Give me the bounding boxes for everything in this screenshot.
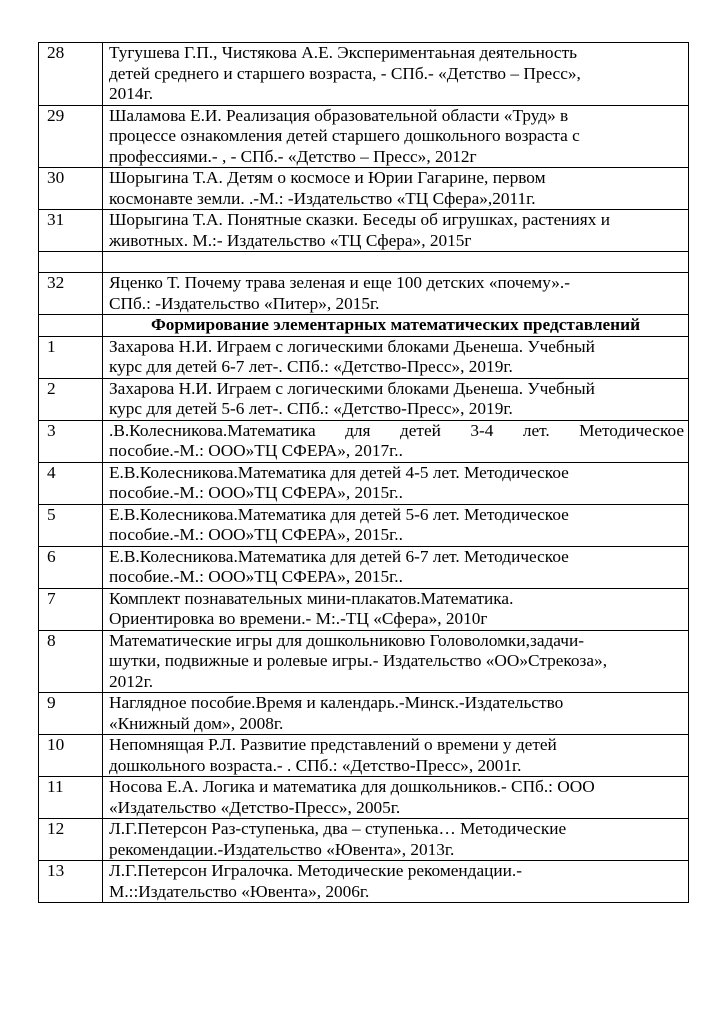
reference-text bbox=[103, 210, 689, 252]
reference-text bbox=[103, 546, 689, 588]
reference-line: животных. М.:- Издательство «ТЦ Сфера», 2015г bbox=[109, 230, 472, 250]
reference-text bbox=[103, 861, 689, 903]
row-number: 10 bbox=[39, 735, 103, 777]
table-row bbox=[39, 210, 689, 252]
reference-line: шутки, подвижные и ролевые игры.- Издательство «ОО»Стрекоза», bbox=[109, 651, 608, 670]
reference-text bbox=[103, 777, 689, 819]
reference-line: дошкольного возраста.- . СПб.: «Детство-Пресс», 2001г. bbox=[109, 755, 522, 775]
reference-text bbox=[103, 504, 689, 546]
reference-line: Тугушева Г.П., Чистякова А.Е. Экспериментаьная деятельность bbox=[109, 43, 578, 62]
row-number: 9 bbox=[39, 693, 103, 735]
row-number: 13 bbox=[39, 861, 103, 903]
row-number: 1 bbox=[39, 336, 103, 378]
reference-line: Л.Г.Петерсон Раз-ступенька, два – ступенька… Методические bbox=[109, 819, 567, 838]
reference-line: 2012г. bbox=[109, 671, 154, 691]
table-row bbox=[39, 462, 689, 504]
reference-line: Наглядное пособие.Время и календарь.-Минск.-Издательство bbox=[109, 693, 564, 712]
row-number: 4 bbox=[39, 462, 103, 504]
reference-line: Ориентировка во времени.- М:.-ТЦ «Сфера», 2010г bbox=[109, 609, 488, 628]
reference-line: М.::Издательство «Ювента», 2006г. bbox=[109, 881, 370, 901]
table-row bbox=[39, 546, 689, 588]
reference-line: 2014г. bbox=[109, 84, 154, 103]
section-spacer-cell bbox=[39, 315, 103, 337]
reference-line: курс для детей 5-6 лет-. СПб.: «Детство-Пресс», 2019г. bbox=[109, 399, 513, 418]
table-row bbox=[39, 378, 689, 420]
section-title: Формирование элементарных математических представлений bbox=[103, 315, 689, 337]
reference-line: рекомендации.-Издательство «Ювента», 2013г. bbox=[109, 839, 455, 859]
reference-text bbox=[103, 43, 689, 106]
empty-row bbox=[39, 252, 689, 273]
row-number: 12 bbox=[39, 819, 103, 861]
table-row bbox=[39, 105, 689, 168]
reference-line: Шаламова Е.И. Реализация образовательной области «Труд» в bbox=[109, 105, 569, 125]
reference-line: Непомнящая Р.Л. Развитие представлений о времени у детей bbox=[109, 735, 557, 754]
reference-line: пособие.-М.: ООО»ТЦ СФЕРА», 2015г.. bbox=[109, 525, 403, 544]
reference-line: Комплект познавательных мини-плакатов.Математика. bbox=[109, 588, 514, 608]
reference-text bbox=[103, 420, 689, 462]
table-row bbox=[39, 819, 689, 861]
row-number: 7 bbox=[39, 588, 103, 630]
reference-text bbox=[103, 630, 689, 693]
table-row bbox=[39, 777, 689, 819]
table-row bbox=[39, 861, 689, 903]
reference-line: космонавте земли. .-М.: -Издательство «ТЦ Сфера»,2011г. bbox=[109, 188, 536, 208]
reference-line: .В.Колесникова.Математика для детей 3-4 лет. Методическое bbox=[109, 420, 684, 440]
reference-text bbox=[103, 462, 689, 504]
row-number: 11 bbox=[39, 777, 103, 819]
row-number: 5 bbox=[39, 504, 103, 546]
reference-line: профессиями.- , - СПб.- «Детство – Пресс», 2012г bbox=[109, 146, 477, 166]
reference-line: Е.В.Колесникова.Математика для детей 4-5 лет. Методическое bbox=[109, 462, 569, 482]
reference-line: процессе ознакомления детей старшего дошкольного возраста с bbox=[109, 126, 580, 145]
row-number: 31 bbox=[39, 210, 103, 252]
reference-line: Л.Г.Петерсон Игралочка. Методические рекомендации.- bbox=[109, 861, 522, 880]
reference-line: Математические игры для дошкольниковю Головоломки,задачи- bbox=[109, 630, 584, 650]
reference-line: Носова Е.А. Логика и математика для дошкольников.- СПб.: ООО bbox=[109, 777, 595, 796]
reference-text bbox=[103, 168, 689, 210]
table-row bbox=[39, 336, 689, 378]
reference-line: Е.В.Колесникова.Математика для детей 6-7 лет. Методическое bbox=[109, 546, 569, 566]
bibliography-table bbox=[38, 42, 689, 903]
table-row bbox=[39, 420, 689, 462]
row-number: 3 bbox=[39, 420, 103, 462]
row-number: 30 bbox=[39, 168, 103, 210]
table-row bbox=[39, 273, 689, 315]
reference-line: «Книжный дом», 2008г. bbox=[109, 713, 284, 733]
row-number: 6 bbox=[39, 546, 103, 588]
reference-text bbox=[103, 273, 689, 315]
reference-text bbox=[103, 105, 689, 168]
reference-line: пособие.-М.: ООО»ТЦ СФЕРА», 2015г.. bbox=[109, 483, 403, 502]
row-number: 2 bbox=[39, 378, 103, 420]
empty-cell bbox=[39, 252, 103, 273]
reference-text bbox=[103, 336, 689, 378]
reference-line: пособие.-М.: ООО»ТЦ СФЕРА», 2017г.. bbox=[109, 441, 403, 460]
table-row bbox=[39, 168, 689, 210]
reference-line: детей среднего и старшего возраста, - СПб.- «Детство – Пресс», bbox=[109, 63, 581, 83]
table-row bbox=[39, 43, 689, 106]
reference-line: Захарова Н.И. Играем с логическими блоками Дьенеша. Учебный bbox=[109, 378, 595, 398]
reference-line: «Издательство «Детство-Пресс», 2005г. bbox=[109, 797, 401, 817]
reference-text bbox=[103, 819, 689, 861]
row-number: 8 bbox=[39, 630, 103, 693]
reference-text bbox=[103, 735, 689, 777]
reference-line: Шорыгина Т.А. Понятные сказки. Беседы об игрушках, растениях и bbox=[109, 210, 610, 229]
reference-text bbox=[103, 378, 689, 420]
row-number: 32 bbox=[39, 273, 103, 315]
reference-line: Захарова Н.И. Играем с логическими блоками Дьенеша. Учебный bbox=[109, 336, 595, 356]
reference-line: Шорыгина Т.А. Детям о космосе и Юрии Гагарине, первом bbox=[109, 168, 546, 187]
reference-line: пособие.-М.: ООО»ТЦ СФЕРА», 2015г.. bbox=[109, 567, 403, 586]
empty-cell bbox=[103, 252, 689, 273]
reference-line: Е.В.Колесникова.Математика для детей 5-6 лет. Методическое bbox=[109, 504, 569, 524]
row-number: 28 bbox=[39, 43, 103, 106]
section-header-row bbox=[39, 315, 689, 337]
table-row bbox=[39, 693, 689, 735]
table-row bbox=[39, 735, 689, 777]
reference-line: СПб.: -Издательство «Питер», 2015г. bbox=[109, 293, 380, 313]
table-row bbox=[39, 588, 689, 630]
reference-line: курс для детей 6-7 лет-. СПб.: «Детство-Пресс», 2019г. bbox=[109, 357, 513, 376]
table-row bbox=[39, 630, 689, 693]
reference-line: Яценко Т. Почему трава зеленая и еще 100 детских «почему».- bbox=[109, 273, 570, 292]
reference-text bbox=[103, 693, 689, 735]
row-number: 29 bbox=[39, 105, 103, 168]
reference-text bbox=[103, 588, 689, 630]
table-row bbox=[39, 504, 689, 546]
